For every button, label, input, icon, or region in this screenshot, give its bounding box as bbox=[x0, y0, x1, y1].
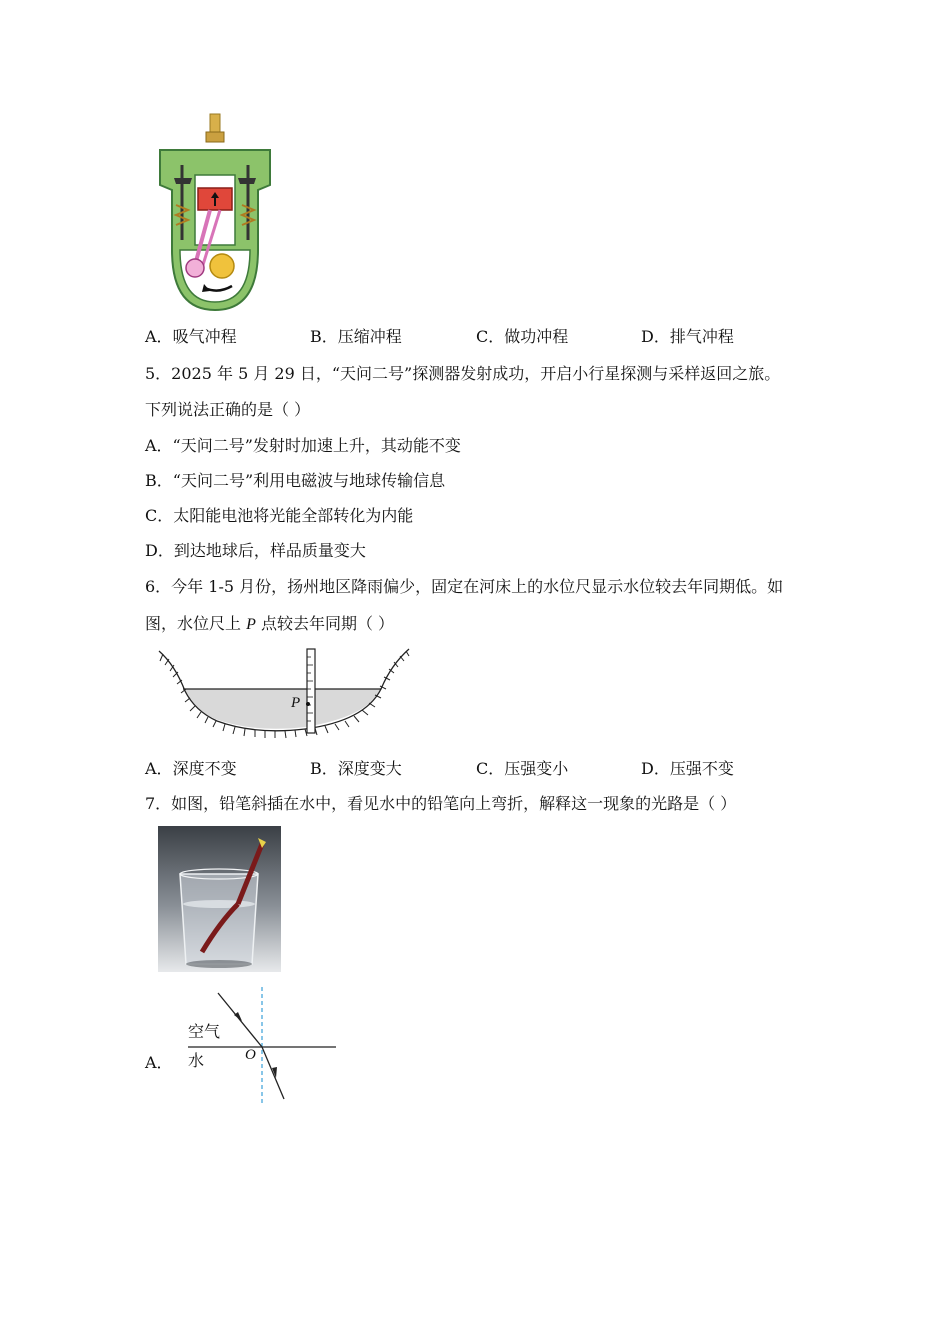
q5-option-d[interactable]: D．到达地球后，样品质量变大 bbox=[145, 541, 366, 560]
q5-option-c[interactable]: C．太阳能电池将光能全部转化为内能 bbox=[145, 506, 414, 525]
q5-stem-line2: 下列说法正确的是（ ） bbox=[145, 400, 311, 419]
refraction-diagram-a bbox=[180, 985, 340, 1105]
q6-option-d[interactable]: D．压强不变 bbox=[641, 759, 734, 778]
q7-stem: 7．如图，铅笔斜插在水中，看见水中的铅笔向上弯折，解释这一现象的光路是（ ） bbox=[145, 794, 737, 813]
q4-option-d[interactable]: D．排气冲程 bbox=[641, 327, 734, 346]
point-p-label: P bbox=[291, 695, 301, 711]
q5-stem-line1: 5．2025 年 5 月 29 日，“天问二号”探测器发射成功，开启小行星探测与采样返回之旅。 bbox=[145, 364, 781, 383]
variable-p: P bbox=[246, 616, 256, 633]
refracted-ray bbox=[262, 1047, 284, 1099]
label-water: 水 bbox=[188, 1051, 205, 1070]
q7-option-a[interactable]: A． bbox=[145, 1053, 173, 1072]
pencil-in-water-photo bbox=[158, 826, 281, 972]
water-region bbox=[183, 689, 381, 729]
q6-stem-line1: 6．今年 1-5 月份，扬州地区降雨偏少，固定在河床上的水位尺显示水位较去年同期低。如 bbox=[145, 577, 784, 596]
water-gauge bbox=[307, 649, 315, 733]
incident-ray bbox=[218, 993, 262, 1047]
q5-option-a[interactable]: A．“天问二号”发射时加速上升，其动能不变 bbox=[145, 436, 461, 455]
q5-option-b[interactable]: B．“天问二号”利用电磁波与地球传输信息 bbox=[145, 471, 446, 490]
q6-option-b[interactable]: B．深度变大 bbox=[310, 759, 402, 778]
q6-option-a[interactable]: A．深度不变 bbox=[145, 759, 237, 778]
engine-stroke-figure bbox=[150, 110, 280, 315]
q4-option-a[interactable]: A．吸气冲程 bbox=[145, 327, 237, 346]
label-point-o: O bbox=[245, 1047, 256, 1063]
q6-option-c[interactable]: C．压强变小 bbox=[476, 759, 569, 778]
label-air: 空气 bbox=[188, 1022, 221, 1041]
q4-option-b[interactable]: B．压缩冲程 bbox=[310, 327, 402, 346]
q6-stem-line2: 图，水位尺上 P 点较去年同期（ ） bbox=[145, 614, 395, 633]
river-gauge-figure bbox=[155, 645, 415, 745]
point-p bbox=[306, 702, 310, 706]
q4-option-c[interactable]: C．做功冲程 bbox=[476, 327, 569, 346]
